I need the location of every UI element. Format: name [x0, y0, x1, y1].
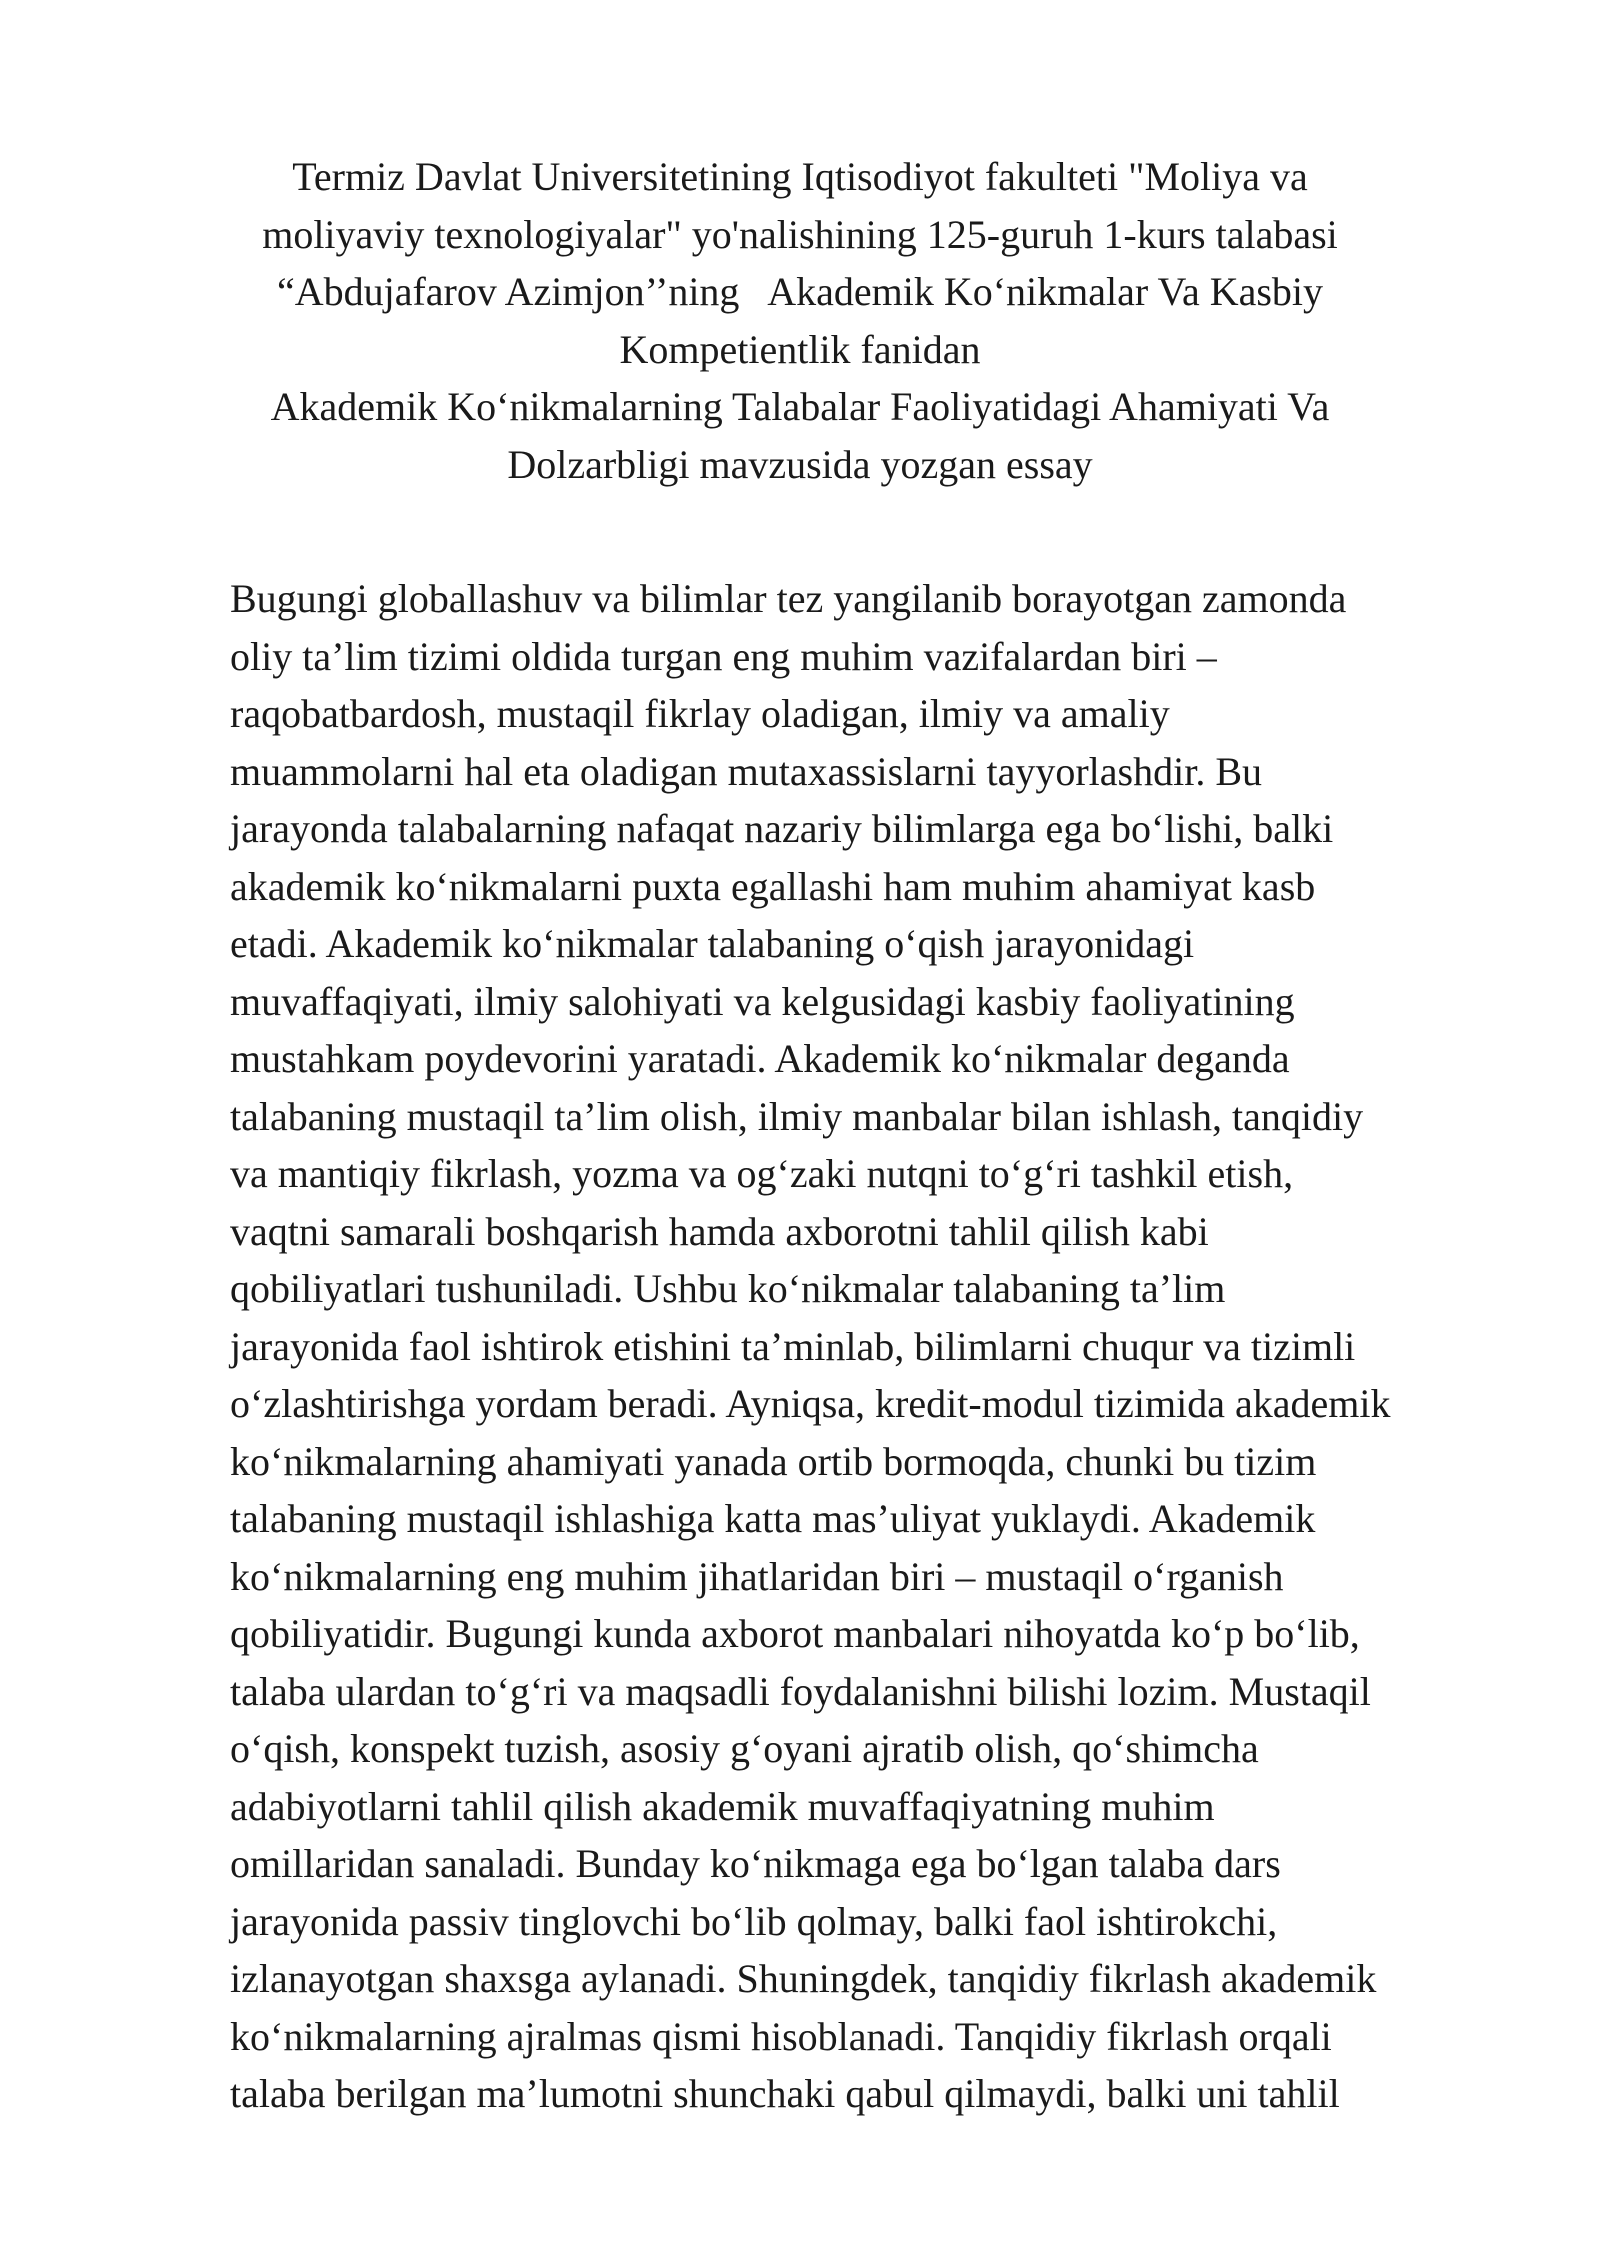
body-line: omillaridan sanaladi. Bunday ko‘nikmaga ega bo‘lgan talaba dars: [230, 1841, 1281, 1886]
body-line: muvaffaqiyati, ilmiy salohiyati va kelgusidagi kasbiy faoliyatining: [230, 978, 1295, 1024]
title-line: moliyaviy texnologiyalar" yo'nalishining 125-guruh 1-kurs talabasi: [262, 211, 1338, 257]
body-line: ko‘nikmalarning eng muhim jihatlaridan biri – mustaqil o‘rganish: [230, 1553, 1284, 1599]
essay-title: [230, 148, 1370, 493]
body-line: izlanayotgan shaxsga aylanadi. Shuningdek, tanqidiy fikrlash akademik: [230, 1956, 1377, 2001]
body-line: raqobatbardosh, mustaqil fikrlay oladigan, ilmiy va amaliy: [230, 691, 1170, 736]
body-line: talabaning mustaqil ta’lim olish, ilmiy manbalar bilan ishlash, tanqidiy: [230, 1093, 1364, 1139]
body-line: talaba ulardan to‘g‘ri va maqsadli foydalanishni bilishi lozim. Mustaqil: [230, 1668, 1371, 1714]
body-line: Bugungi globallashuv va bilimlar tez yangilanib borayotgan zamonda: [230, 576, 1347, 621]
body-line: akademik ko‘nikmalarni puxta egallashi ham muhim ahamiyat kasb: [230, 863, 1316, 909]
body-line: ko‘nikmalarning ajralmas qismi hisoblanadi. Tanqidiy fikrlash orqali: [230, 2013, 1332, 2059]
body-line: jarayonida passiv tinglovchi bo‘lib qolmay, balki faol ishtirokchi,: [230, 1898, 1278, 1944]
title-line: Termiz Davlat Universitetining Iqtisodiyot fakulteti "Moliya va: [292, 154, 1308, 199]
body-line: mustahkam poydevorini yaratadi. Akademik ko‘nikmalar deganda: [230, 1036, 1290, 1081]
body-line: qobiliyatidir. Bugungi kunda axborot manbalari nihoyatda ko‘p bo‘lib,: [230, 1611, 1360, 1656]
title-line: Kompetientlik fanidan: [619, 326, 981, 372]
title-line: “Abdujafarov Azimjon’’ning Akademik Ko‘nikmalar Va Kasbiy: [276, 269, 1324, 314]
title-line: Akademik Ko‘nikmalarning Talabalar Faoliyatidagi Ahamiyati Va: [270, 384, 1330, 429]
body-line: va mantiqiy fikrlash, yozma va og‘zaki nutqni to‘g‘ri tashkil etish,: [230, 1151, 1294, 1196]
body-line: jarayonda talabalarning nafaqat nazariy bilimlarga ega bo‘lishi, balki: [230, 806, 1334, 851]
body-line: ko‘nikmalarning ahamiyati yanada ortib bormoqda, chunki bu tizim: [230, 1438, 1317, 1484]
body-line: adabiyotlarni tahlil qilish akademik muvaffaqiyatning muhim: [230, 1783, 1215, 1829]
body-line: qobiliyatlari tushuniladi. Ushbu ko‘nikmalar talabaning ta’lim: [230, 1266, 1226, 1311]
body-line: talabaning mustaqil ishlashiga katta mas’uliyat yuklaydi. Akademik: [230, 1496, 1316, 1541]
essay-body: [230, 570, 1530, 2123]
body-line: etadi. Akademik ko‘nikmalar talabaning o‘qish jarayonidagi: [230, 921, 1195, 966]
title-line: Dolzarbligi mavzusida yozgan essay: [507, 441, 1093, 487]
body-line: oliy ta’lim tizimi oldida turgan eng muhim vazifalardan biri –: [230, 633, 1217, 679]
body-line: jarayonida faol ishtirok etishini ta’minlab, bilimlarni chuqur va tizimli: [230, 1323, 1356, 1369]
body-line: o‘qish, konspekt tuzish, asosiy g‘oyani ajratib olish, qo‘shimcha: [230, 1726, 1259, 1771]
body-line: o‘zlashtirishga yordam beradi. Ayniqsa, kredit-modul tizimida akademik: [230, 1381, 1391, 1426]
body-line: vaqtni samarali boshqarish hamda axborotni tahlil qilish kabi: [230, 1208, 1209, 1254]
body-line: muammolarni hal eta oladigan mutaxassislarni tayyorlashdir. Bu: [230, 748, 1262, 794]
body-line: talaba berilgan ma’lumotni shunchaki qabul qilmaydi, balki uni tahlil: [230, 2071, 1340, 2116]
